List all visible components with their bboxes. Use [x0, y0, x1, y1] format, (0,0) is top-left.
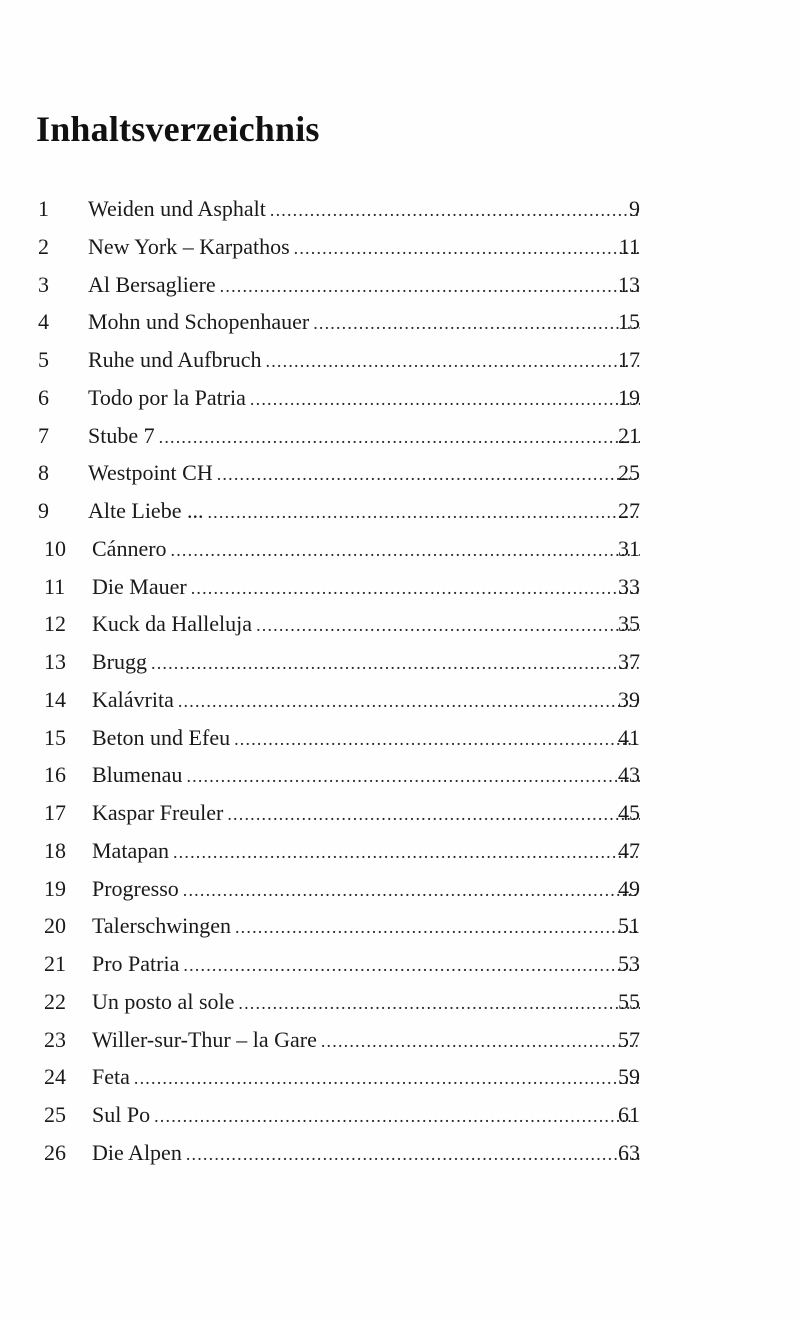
- chapter-number: 26: [44, 1139, 66, 1165]
- page-number: 11: [618, 233, 640, 259]
- page-number: 15: [618, 309, 640, 335]
- toc-entry: [0, 266, 801, 304]
- toc-entry: [0, 1134, 801, 1172]
- dot-leader: [207, 494, 640, 532]
- dot-leader: [313, 305, 640, 343]
- toc-entry: [0, 1096, 801, 1134]
- chapter-number: 15: [44, 724, 66, 750]
- chapter-title: Un posto al sole: [92, 988, 235, 1014]
- page-number: 43: [618, 762, 640, 788]
- chapter-entry: [88, 303, 640, 343]
- dot-leader: [321, 1023, 640, 1061]
- chapter-entry: [92, 1021, 640, 1061]
- page-number: 25: [618, 460, 640, 486]
- page-number: 33: [618, 573, 640, 599]
- page-number: 61: [618, 1102, 640, 1127]
- chapter-entry: [92, 907, 640, 947]
- page-number: 63: [618, 1139, 640, 1165]
- chapter-title: Progresso: [92, 875, 179, 901]
- toc-entry: [0, 1021, 801, 1059]
- chapter-entry: [92, 983, 640, 1023]
- dot-leader: [256, 607, 640, 645]
- toc-entry: [0, 870, 801, 908]
- page-number: 41: [618, 724, 640, 750]
- chapter-entry: [92, 681, 640, 721]
- chapter-number: 20: [44, 913, 66, 939]
- chapter-number: 22: [44, 988, 66, 1014]
- toc-entry: [0, 190, 801, 228]
- chapter-entry: [92, 832, 640, 872]
- chapter-number: 9: [38, 498, 49, 523]
- chapter-entry: [88, 417, 640, 457]
- toc-entry: [0, 794, 801, 832]
- chapter-entry: [92, 1058, 640, 1098]
- page-number: 31: [618, 535, 640, 561]
- dot-leader: [266, 343, 640, 381]
- chapter-entry: [92, 794, 640, 834]
- dot-leader: [134, 1060, 640, 1098]
- toc-entry: [0, 341, 801, 379]
- dot-leader: [191, 570, 640, 608]
- chapter-title: New York – Karpathos: [88, 233, 290, 259]
- toc-entry: [0, 605, 801, 643]
- chapter-entry: [92, 643, 640, 683]
- chapter-number: 16: [44, 762, 66, 788]
- dot-leader: [234, 721, 640, 759]
- chapter-title: Alte Liebe ...: [88, 498, 204, 523]
- chapter-number: 2: [38, 233, 49, 259]
- chapter-number: 14: [44, 686, 66, 712]
- chapter-entry: [88, 228, 640, 268]
- dot-leader: [250, 381, 640, 419]
- chapter-title: Brugg: [92, 649, 147, 674]
- chapter-entry: [88, 492, 640, 532]
- chapter-number: 24: [44, 1064, 66, 1090]
- page-number: 13: [618, 271, 640, 297]
- chapter-entry: [88, 341, 640, 381]
- chapter-title: Pro Patria: [92, 951, 180, 976]
- toc-entry: [0, 454, 801, 492]
- chapter-title: Mohn und Schopenhauer: [88, 309, 310, 335]
- toc-entry: [0, 719, 801, 757]
- page-number: 39: [618, 686, 640, 712]
- dot-leader: [217, 456, 640, 494]
- chapter-entry: [88, 454, 640, 494]
- toc-entry: [0, 1058, 801, 1096]
- dot-leader: [227, 796, 640, 834]
- chapter-number: 17: [44, 800, 66, 825]
- chapter-number: 1: [38, 196, 49, 221]
- chapter-entry: [88, 190, 640, 230]
- chapter-number: 12: [44, 611, 66, 637]
- chapter-title: Die Mauer: [92, 573, 187, 599]
- chapter-title: Blumenau: [92, 762, 183, 788]
- dot-leader: [270, 192, 640, 230]
- chapter-title: Talerschwingen: [92, 913, 231, 939]
- chapter-number: 4: [38, 309, 49, 335]
- toc-entry: [0, 643, 801, 681]
- chapter-number: 13: [44, 649, 66, 674]
- chapter-number: 8: [38, 460, 49, 486]
- chapter-title: Kaspar Freuler: [92, 800, 224, 825]
- chapter-entry: [92, 530, 640, 570]
- chapter-number: 23: [44, 1026, 66, 1052]
- toc-entry: [0, 417, 801, 455]
- dot-leader: [183, 872, 640, 910]
- chapter-title: Willer-sur-Thur – la Gare: [92, 1026, 317, 1052]
- toc-entry: [0, 530, 801, 568]
- dot-leader: [220, 268, 640, 306]
- chapter-number: 21: [44, 951, 66, 976]
- page-title: Inhaltsverzeichnis: [36, 109, 320, 149]
- chapter-number: 7: [38, 422, 49, 448]
- page-number: 35: [618, 611, 640, 637]
- dot-leader: [151, 645, 640, 683]
- chapter-entry: [92, 870, 640, 910]
- page-number: 37: [618, 649, 640, 674]
- chapter-title: Westpoint CH: [88, 460, 213, 486]
- page-number: 19: [618, 384, 640, 410]
- chapter-entry: [88, 266, 640, 306]
- chapter-title: Kuck da Halleluja: [92, 611, 253, 637]
- page-number: 59: [618, 1064, 640, 1090]
- chapter-entry: [92, 568, 640, 608]
- page-number: 9: [629, 196, 640, 221]
- chapter-title: Todo por la Patria: [88, 384, 246, 410]
- toc-entry: [0, 983, 801, 1021]
- page-number: 21: [618, 422, 640, 448]
- chapter-title: Stube 7: [88, 422, 155, 448]
- dot-leader: [171, 532, 640, 570]
- page-number: 57: [618, 1026, 640, 1052]
- page-number: 53: [618, 951, 640, 976]
- chapter-entry: [92, 1096, 640, 1136]
- toc-entry: [0, 303, 801, 341]
- chapter-number: 6: [38, 384, 49, 410]
- chapter-title: Ruhe und Aufbruch: [88, 347, 262, 372]
- dot-leader: [294, 230, 640, 268]
- toc-entry: [0, 945, 801, 983]
- chapter-entry: [92, 605, 640, 645]
- dot-leader: [186, 758, 640, 796]
- chapter-entry: [92, 1134, 640, 1174]
- table-of-contents: [0, 190, 801, 1172]
- chapter-number: 25: [44, 1102, 66, 1127]
- chapter-number: 3: [38, 271, 49, 297]
- chapter-title: Al Bersagliere: [88, 271, 216, 297]
- chapter-entry: [92, 756, 640, 796]
- dot-leader: [183, 947, 640, 985]
- dot-leader: [238, 985, 640, 1023]
- chapter-title: Weiden und Asphalt: [88, 196, 266, 221]
- chapter-title: Kalávrita: [92, 686, 174, 712]
- toc-entry: [0, 379, 801, 417]
- chapter-entry: [92, 719, 640, 759]
- page-number: 17: [618, 347, 640, 372]
- chapter-number: 5: [38, 347, 49, 372]
- chapter-number: 19: [44, 875, 66, 901]
- page-number: 47: [618, 837, 640, 863]
- page-number: 27: [618, 498, 640, 523]
- chapter-title: Sul Po: [92, 1102, 151, 1127]
- chapter-number: 10: [44, 535, 66, 561]
- toc-entry: [0, 756, 801, 794]
- chapter-title: Cánnero: [92, 535, 167, 561]
- page-number: 51: [618, 913, 640, 939]
- dot-leader: [186, 1136, 640, 1174]
- toc-entry: [0, 568, 801, 606]
- chapter-title: Matapan: [92, 837, 169, 863]
- dot-leader: [159, 419, 640, 457]
- chapter-title: Feta: [92, 1064, 130, 1090]
- chapter-entry: [88, 379, 640, 419]
- toc-entry: [0, 832, 801, 870]
- page-number: 45: [618, 800, 640, 825]
- dot-leader: [154, 1098, 640, 1136]
- dot-leader: [235, 909, 640, 947]
- dot-leader: [173, 834, 640, 872]
- chapter-title: Die Alpen: [92, 1139, 182, 1165]
- chapter-entry: [92, 945, 640, 985]
- dot-leader: [178, 683, 640, 721]
- toc-entry: [0, 681, 801, 719]
- toc-entry: [0, 907, 801, 945]
- page-number: 55: [618, 988, 640, 1014]
- toc-entry: [0, 492, 801, 530]
- page-number: 49: [618, 875, 640, 901]
- chapter-number: 11: [44, 573, 66, 599]
- chapter-title: Beton und Efeu: [92, 724, 231, 750]
- toc-entry: [0, 228, 801, 266]
- chapter-number: 18: [44, 837, 66, 863]
